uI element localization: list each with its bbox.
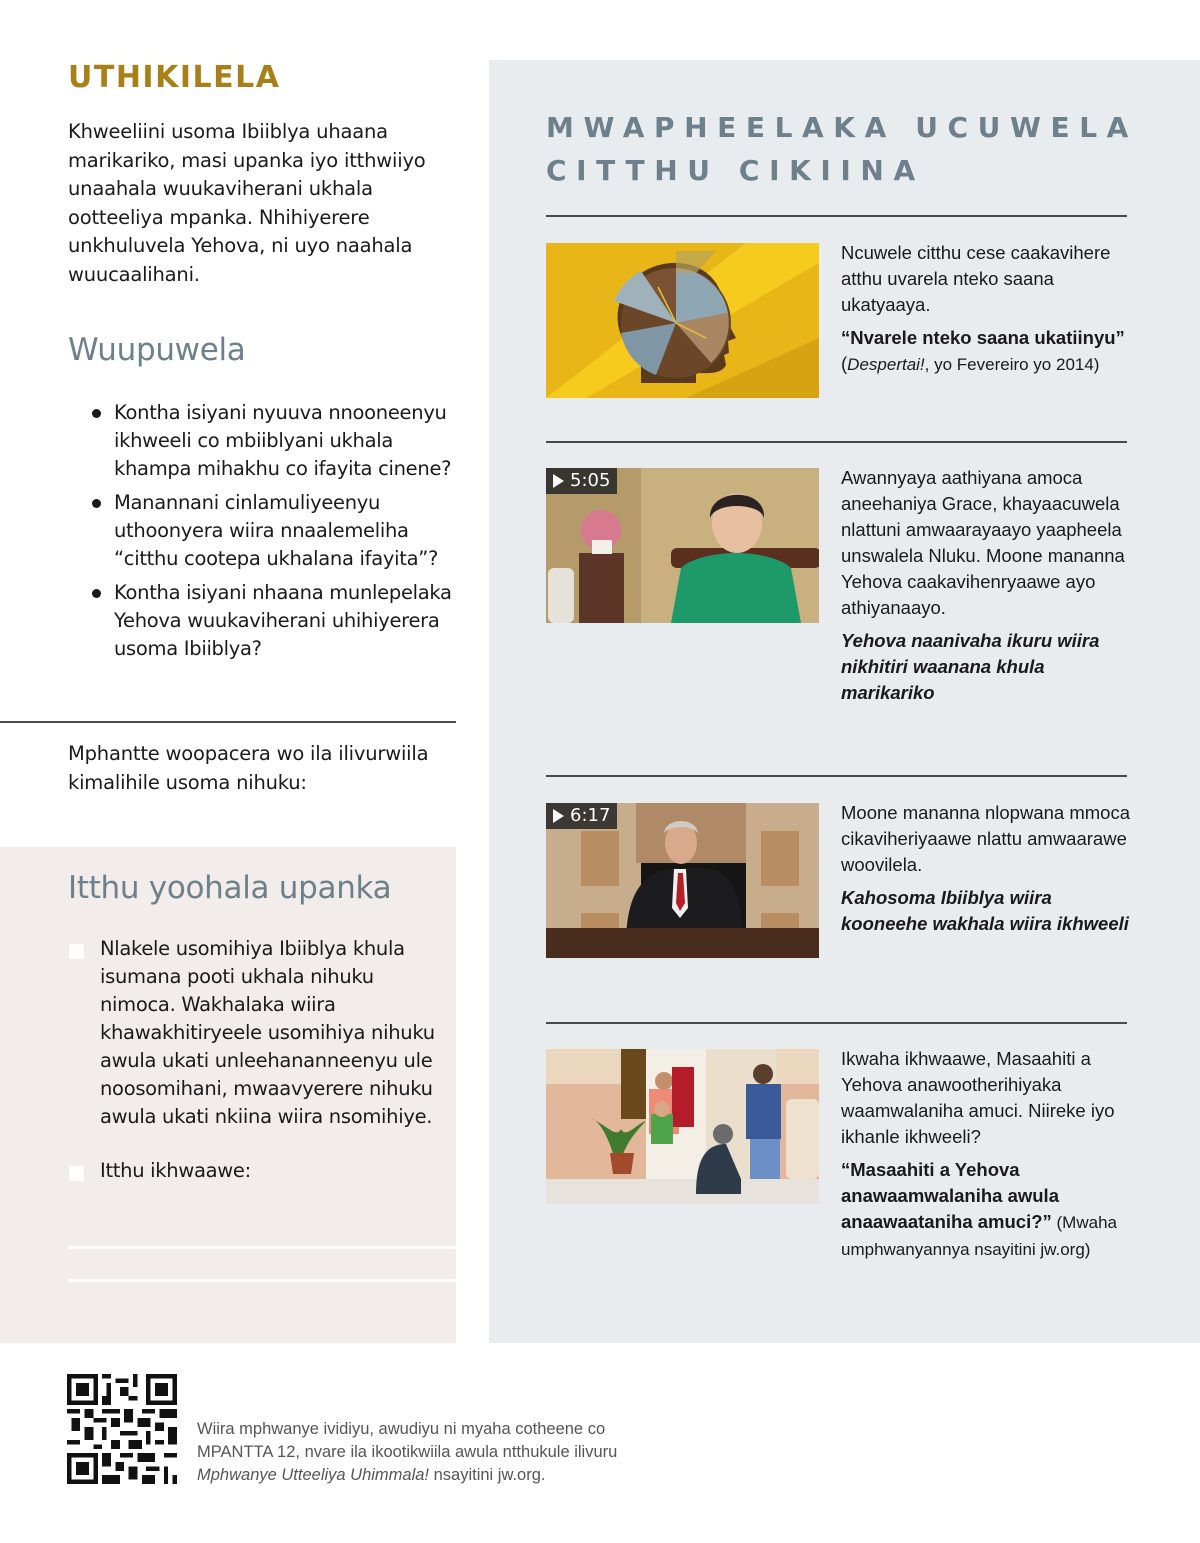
goal-item[interactable]: Nlakele usomihiya Ibiiblya khula isumana pooti ukhala nihuku nimoca. Wakhalaka wiira khawakhitiryeele usomihiya nihuku awula ukati unleehananneenyu ule noosomihani, mwaavyerere nihuku awula ukati nkiina wiira nsomihiye. bbox=[68, 935, 448, 1131]
family-greeting-photo bbox=[546, 1049, 819, 1204]
goal-item[interactable]: Itthu ikhwaawe: bbox=[68, 1157, 448, 1185]
divider bbox=[546, 775, 1127, 777]
goals-heading: Itthu yoohala upanka bbox=[68, 870, 392, 906]
write-in-line[interactable] bbox=[68, 1279, 456, 1282]
intro-paragraph: Khweeliini usoma Ibiiblya uhaana marikariko, masi upanka iyo itthwiiyo unaahala wuukaviherani ukhala ootteeliya mpanka. Nhihiyerere unkhuluvela Yehova, ni uyo naahala wuucaalihani. bbox=[68, 120, 426, 286]
checkbox-icon[interactable] bbox=[69, 944, 84, 959]
resource-description: Ikwaha ikhwaawe, Masaahiti a Yehova anawootherihiyaka waamwalaniha amuci. Niireke iyo ikhanle ikhweeli? “Masaahiti a Yehova anawaamwalaniha awula anaawaataniha amuci?” (Mwaha umphwanyannya nsayitini jw.org) bbox=[841, 1046, 1141, 1263]
section-kicker: UTHIKILELA bbox=[68, 60, 281, 95]
divider bbox=[0, 721, 456, 723]
divider bbox=[546, 441, 1127, 443]
resource-link[interactable]: “Masaahiti a Yehova anawaamwalaniha awula anaawaataniha amuci?” (Mwaha umphwanyannya nsayitini jw.org) bbox=[841, 1159, 1117, 1259]
play-icon bbox=[553, 474, 564, 488]
divider bbox=[546, 1022, 1127, 1024]
learn-more-panel bbox=[489, 60, 1200, 1343]
review-item: Kontha isiyani nhaana munlepelaka Yehova wuukaviherani uhihiyerera usoma Ibiiblya? bbox=[92, 579, 462, 663]
review-item: Kontha isiyani nyuuva nnooneenyu ikhweeli co mbiiblyani ukhala khampa mihakhu co ifayita cinene? bbox=[92, 399, 462, 483]
intro-section bbox=[68, 58, 456, 289]
bullet-icon bbox=[92, 499, 101, 508]
resource-link[interactable]: “Nvarele nteko saana ukatiinyu” (Despertai!, yo Fevereiro yo 2014) bbox=[841, 327, 1125, 374]
resource-description: Ncuwele citthu cese caakavihere atthu uvarela nteko saana ukatyaaya. “Nvarele nteko saana ukatiinyu” (Despertai!, yo Fevereiro yo 2014) bbox=[841, 240, 1141, 378]
article-illustration-head-clock[interactable] bbox=[546, 243, 819, 398]
write-in-line[interactable] bbox=[68, 1246, 456, 1249]
date-prompt: Mphantte woopacera wo ila ilivurwiila kimalihile usoma nihuku: bbox=[68, 742, 429, 794]
review-heading: Wuupuwela bbox=[68, 332, 246, 368]
article-photo-family-greeting[interactable] bbox=[546, 1049, 819, 1204]
resource-description: Moone mananna nlopwana mmoca cikaviheriyaawe nlattu amwaarawe woovilela. Kahosoma Ibiiblya wiira kooneehe wakhala wiira ikhweeli bbox=[841, 800, 1141, 937]
play-icon bbox=[553, 809, 564, 823]
video-thumbnail-woman-green-jacket[interactable] bbox=[546, 468, 819, 623]
bullet-icon bbox=[92, 409, 101, 418]
divider bbox=[546, 215, 1127, 217]
video-thumbnail-man-at-desk[interactable] bbox=[546, 803, 819, 958]
video-duration-badge: 6:17 bbox=[546, 803, 617, 829]
qr-code[interactable] bbox=[67, 1374, 177, 1484]
bullet-icon bbox=[92, 589, 101, 598]
book-title: Mphwanye Utteeliya Uhimmala! bbox=[197, 1466, 430, 1484]
video-duration-badge: 5:05 bbox=[546, 468, 617, 494]
head-clock-illustration bbox=[546, 243, 819, 398]
resource-link[interactable]: Yehova naanivaha ikuru wiira nikhitiri waanana khula marikariko bbox=[841, 630, 1100, 703]
footer-note: Wiira mphwanye ividiyu, awudiyu ni myaha cotheene co MPANTTA 12, nvare ila ikootikwiila awula ntthukule ilivuru Mphwanye Utteeliya Uhimmala! nsayitini jw.org. bbox=[197, 1420, 618, 1484]
resource-description: Awannyaya aathiyana amoca aneehaniya Grace, khayaacuwela nlattuni amwaarayaayo yaapheela unswalela Nluku. Moone mananna Yehova caakavihenryaawe ayo athiyanaayo. Yehova naanivaha ikuru wiira nikhitiri waanana khula marikariko bbox=[841, 465, 1141, 706]
resource-link[interactable]: Kahosoma Ibiiblya wiira kooneehe wakhala wiira ikhweeli bbox=[841, 887, 1129, 934]
checkbox-icon[interactable] bbox=[69, 1166, 84, 1181]
review-list bbox=[92, 399, 462, 669]
qr-code-icon bbox=[67, 1374, 177, 1484]
learn-more-title: MWAPHEELAKA UCUWELA CITTHU CIKIINA bbox=[546, 111, 1138, 187]
review-item: Manannani cinlamuliyeenyu uthoonyera wiira nnaalemeliha “citthu cootepa ukhalana ifayita”? bbox=[92, 489, 462, 573]
goals-list bbox=[68, 935, 448, 1185]
